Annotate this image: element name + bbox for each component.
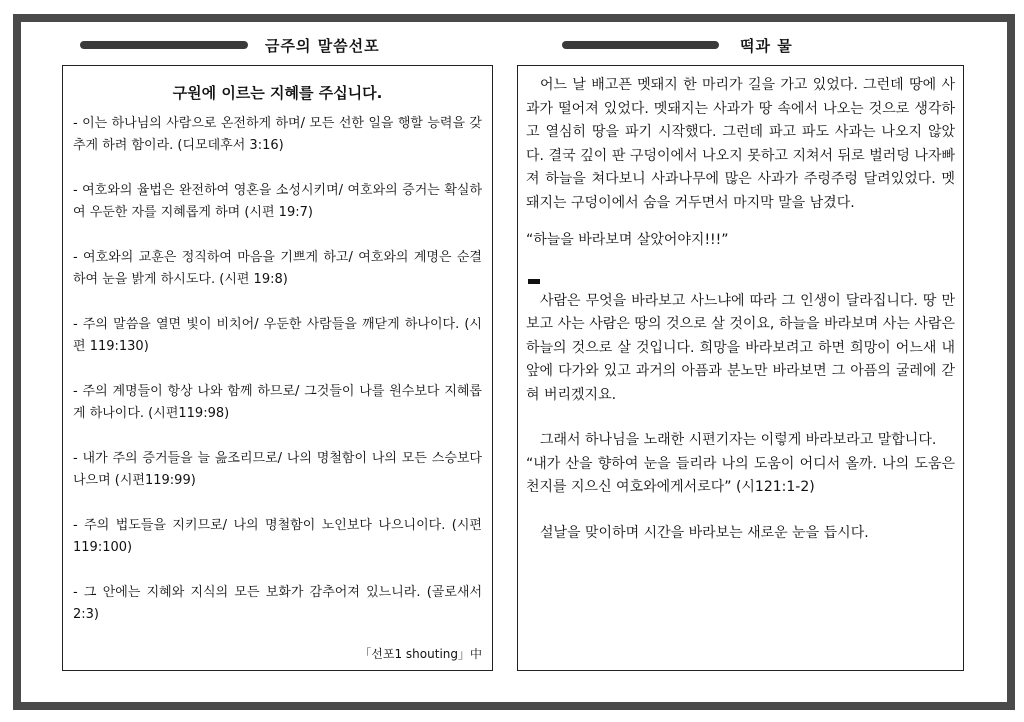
section-marker (528, 279, 540, 284)
reflection-paragraph: 사람은 무엇을 바라보고 사느냐에 따라 그 인생이 달라집니다. 땅 만 보고 사는 사람은 땅의 것으로 살 것이요, 하늘을 바라보며 사는 사람은 하늘의 것으로 살 것입니다. 희망을 바라보려고 하면 희망이 어느새 내 앞에 다가와 있고 과거의 아픔과 분노만 바라보면 그 아픔의 굴레에 갇혀 버리겠지요. (526, 292, 955, 403)
verse-item: - 주의 계명들이 항상 나와 함께 하므로/ 그것들이 나를 원수보다 지혜롭게 하나이다. (시편119:98) (73, 384, 482, 421)
story-panel (517, 65, 964, 671)
right-header-bar (562, 41, 719, 49)
source-note: 「선포1 shouting」中 (359, 647, 482, 661)
verse-item: - 그 안에는 지혜와 지식의 모든 보화가 감추어져 있느니라. (골로새서 2:3) (73, 585, 482, 622)
verse-item: - 이는 하나님의 사람으로 온전하게 하며/ 모든 선한 일을 행할 능력을 갖추게 하려 함이라. (디모데후서 3:16) (73, 116, 482, 153)
verse-item: - 여호와의 교훈은 정직하여 마음을 기쁘게 하고/ 여호와의 계명은 순결하여 눈을 밝게 하시도다. (시편 19:8) (73, 250, 482, 287)
sermon-title: 구원에 이르는 지혜를 주십니다. (172, 84, 383, 102)
verse-item: - 내가 주의 증거들을 늘 읊조리므로/ 나의 명철함이 나의 모든 스승보다 나으며 (시편119:99) (73, 451, 482, 488)
psalm-intro: 그래서 하나님을 노래한 시편기자는 이렇게 바라보라고 말합니다. (540, 432, 937, 448)
story-paragraph: 어느 날 배고픈 멧돼지 한 마리가 길을 가고 있었다. 그런데 땅에 사과가 떨어져 있었다. 멧돼지는 사과가 땅 속에서 나오는 것으로 생각하고 열심히 땅을 파기 시작했다. 그런데 파고 파도 사과는 나오지 않았다. 결국 깊이 판 구덩이에서 나오지 못하고 지쳐서 뒤로 벌러덩 나자빠져 하늘을 쳐다보니 사과나무에 많은 사과가 주렁주렁 달려있었다. 멧돼지는 구덩이에서 숨을 거두면서 마지막 말을 남겼다. (526, 77, 955, 211)
sermon-verses-panel (62, 65, 493, 671)
psalm-quote: “내가 산을 향하여 눈을 들리라 나의 도움이 어디서 올까. 나의 도움은 천지를 지으신 여호와에게서로다” (시121:1-2) (526, 455, 955, 495)
verse-item: - 주의 법도들을 지키므로/ 나의 명철함이 노인보다 나으니이다. (시편119:100) (73, 518, 482, 555)
verse-item: - 주의 말씀을 열면 빛이 비치어/ 우둔한 사람들을 깨닫게 하나이다. (시편 119:130) (73, 317, 482, 354)
left-header-bar (80, 41, 248, 49)
right-header-title: 떡과 물 (740, 37, 793, 55)
left-header-title: 금주의 말씀선포 (265, 37, 380, 55)
story-quote: “하늘을 바라보며 살았어야지!!!” (526, 232, 729, 248)
verse-item: - 여호와의 율법은 완전하여 영혼을 소성시키며/ 여호와의 증거는 확실하여 우둔한 자를 지혜롭게 하며 (시편 19:7) (73, 183, 482, 220)
closing-line: 설날을 맞이하며 시간을 바라보는 새로운 눈을 듭시다. (540, 524, 869, 541)
